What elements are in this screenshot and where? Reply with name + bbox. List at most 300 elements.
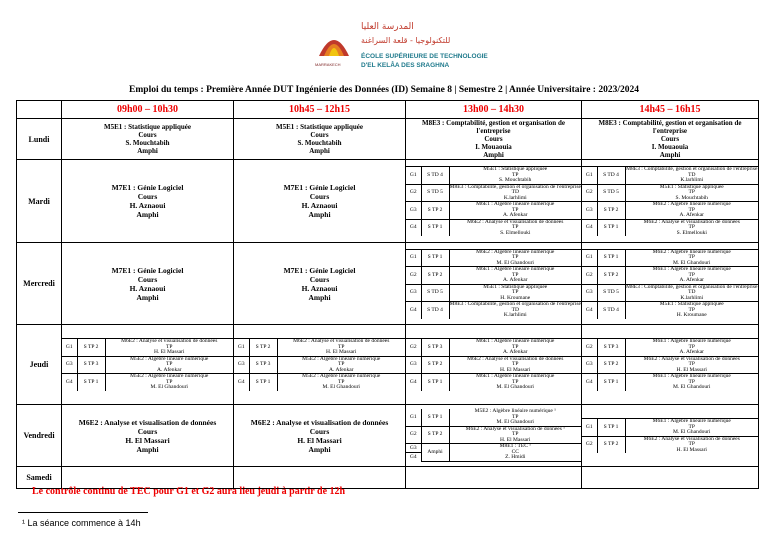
group-label: G2	[406, 267, 421, 285]
module-label: M6E2 : Analyse et visualisation de données	[643, 435, 740, 442]
room-name: Amphi	[137, 147, 158, 155]
session-cell	[62, 160, 234, 243]
group-row	[406, 356, 581, 374]
group-row	[406, 302, 581, 319]
group-row	[582, 284, 758, 302]
session-cell	[62, 243, 234, 325]
module-label: M6E2 : Analyse et visualisation de données	[467, 355, 564, 362]
session-cell	[62, 405, 234, 467]
teacher-name: A. Afenkar	[503, 349, 528, 356]
teacher-name: K.larhlimi	[503, 312, 527, 318]
module-label: M6E2 : Analyse et visualisation de données	[78, 417, 217, 427]
group-label: G1	[582, 167, 597, 185]
teacher-name: S. Elmellouki	[500, 229, 531, 236]
slot-header: 10h45 – 12h15	[234, 101, 406, 119]
teacher-name: H. El Massari	[326, 349, 357, 356]
session-type: TP	[512, 431, 519, 438]
teacher-name: A. Afenkar	[503, 212, 528, 218]
session-text	[449, 267, 581, 285]
session-type: Cours	[309, 426, 330, 436]
group-label: G3	[582, 284, 597, 302]
group-label: G2	[406, 339, 421, 357]
group-row	[582, 184, 758, 202]
group-row	[582, 419, 758, 437]
group-row	[406, 202, 581, 220]
session-type: TP	[512, 361, 519, 368]
teacher-name: M. El Ghandouri	[673, 259, 711, 266]
teacher-name: H. El Massari	[500, 366, 531, 373]
room-name: Amphi	[308, 444, 331, 454]
group-subtable	[582, 249, 758, 319]
session-type: TP	[688, 271, 695, 278]
group-label: G1	[582, 419, 597, 437]
group-label: G2	[406, 184, 421, 202]
teacher-name: K.larhlimi	[680, 177, 704, 183]
group-row	[62, 356, 233, 374]
session-text	[625, 339, 758, 357]
room-label: S TP 2	[249, 339, 277, 357]
session-type: Cours	[310, 131, 329, 139]
session-text	[449, 219, 581, 236]
teacher-name: I. Mouaouia	[475, 143, 512, 151]
teacher-name: S. Mouchtabih	[675, 194, 708, 201]
group-cell	[582, 160, 759, 243]
session-type: TP	[688, 423, 695, 430]
session-type: Cours	[309, 274, 330, 284]
group-label: G4	[234, 374, 249, 391]
session-text	[449, 184, 581, 202]
room-label: S TP 2	[77, 339, 105, 357]
session-type: TP	[166, 343, 173, 350]
group-label: G2	[582, 436, 597, 453]
group-label: G3	[62, 356, 77, 374]
session-cell	[234, 119, 406, 160]
session-text	[449, 426, 581, 444]
module-label: M6E2 : Analyse et visualisation de données	[121, 338, 218, 345]
row-lundi	[17, 119, 759, 160]
session-text	[449, 444, 581, 462]
group-row	[582, 167, 758, 185]
teacher-name: H. Aznaoui	[301, 283, 338, 293]
teacher-name: K.larhlimi	[503, 194, 527, 201]
module-label: M6E2 : Analyse et visualisation de données	[293, 338, 390, 345]
module-label: M5E1 : Statistique appliquée	[483, 283, 548, 290]
session-type: TP	[688, 254, 695, 260]
group-subtable	[582, 418, 758, 453]
module-label: M6E1 : Algèbre linéaire numérique	[652, 338, 731, 345]
session-type: TD	[688, 289, 696, 295]
group-label: G2	[582, 267, 597, 285]
session-type: Cours	[137, 426, 158, 436]
session-cell	[582, 119, 759, 160]
group-label: G4	[62, 374, 77, 391]
session-type: TP	[512, 289, 519, 295]
session-text	[625, 284, 758, 302]
teacher-name: A. Afenkar	[679, 212, 704, 218]
session-text	[277, 374, 405, 391]
session-type: TP	[338, 361, 345, 368]
group-row	[406, 219, 581, 236]
session-text	[625, 167, 758, 185]
teacher-name: S. Mouchtabih	[125, 139, 170, 147]
teacher-name: S. Mouchtabih	[297, 139, 342, 147]
session-type: Cours	[137, 274, 158, 284]
room-name: Amphi	[309, 147, 330, 155]
module-label: M8E3 : Comptabilité, gestion et organisation de l'entreprise	[626, 283, 758, 290]
group-subtable	[406, 249, 581, 319]
room-name: Amphi	[483, 151, 504, 159]
module-label: M6E2 : Analyse et visualisation de données	[250, 417, 389, 427]
room-name: Amphi	[136, 444, 159, 454]
teacher-name: H. Kroumane	[676, 312, 707, 318]
session-text	[449, 339, 581, 357]
module-label: M7E1 : Génie Logiciel	[283, 265, 356, 275]
teacher-name: H. El Massari	[125, 435, 170, 445]
session-type: TD	[688, 171, 696, 178]
teacher-name: A. Afenkar	[503, 277, 528, 283]
session-type: TP	[688, 206, 695, 213]
group-label: G3	[234, 356, 249, 374]
session-type: TP	[512, 343, 519, 350]
teacher-name: A. Afenkar	[157, 366, 182, 373]
session-type: Cours	[660, 135, 680, 143]
session-cell	[406, 119, 582, 160]
session-text	[449, 202, 581, 220]
vendredi-s3-subtable	[406, 409, 581, 462]
room-label: S TP 3	[421, 339, 449, 357]
room-name: Amphi	[308, 210, 331, 219]
room-label: S TP 1	[597, 219, 625, 236]
module-label: M6E2 : Analyse et visualisation de données	[643, 218, 740, 225]
room-label: S TP 1	[597, 374, 625, 391]
session-text	[625, 184, 758, 202]
room-label: S TP 2	[597, 202, 625, 220]
group-label: G3	[406, 444, 421, 453]
teacher-name: Z. Hmidi	[505, 454, 526, 461]
session-type: TP	[512, 224, 519, 230]
group-label: G2	[406, 426, 421, 444]
teacher-name: H. El Massari	[500, 436, 531, 443]
group-row	[406, 267, 581, 285]
session-type: TP	[338, 343, 345, 350]
room-label: S TD 5	[597, 284, 625, 302]
day-label: Samedi	[17, 467, 62, 489]
room-name: Amphi	[136, 210, 159, 219]
group-row	[234, 356, 405, 374]
logo-french-line1: ÉCOLE SUPÉRIEURE DE TECHNOLOGIE	[361, 53, 488, 60]
group-cell	[234, 325, 406, 405]
teacher-name: M. El Ghandouri	[496, 384, 534, 391]
group-subtable	[582, 166, 758, 236]
room-label: Amphi	[421, 444, 449, 462]
room-label: S TD 4	[597, 302, 625, 319]
session-text	[625, 436, 758, 453]
group-row	[582, 219, 758, 236]
session-cell	[234, 405, 406, 467]
session-type: Cours	[137, 192, 158, 201]
group-label: G4	[406, 302, 421, 319]
day-label: Mercredi	[17, 243, 62, 325]
school-logo	[315, 20, 488, 80]
room-label: S TD 4	[421, 302, 449, 319]
teacher-name: I. Mouaouia	[651, 143, 689, 151]
room-label: S TP 3	[249, 356, 277, 374]
session-text	[449, 409, 581, 426]
teacher-name: A. Afenkar	[679, 349, 704, 356]
logo-caption: MARRAKECH	[315, 62, 341, 67]
day-label: Mardi	[17, 160, 62, 243]
room-label: S TD 5	[421, 184, 449, 202]
session-text	[625, 219, 758, 236]
session-cell	[234, 160, 406, 243]
group-subtable	[406, 166, 581, 236]
room-label: S TP 1	[421, 249, 449, 267]
module-label: M6E1 : Algèbre linéaire numérique	[652, 373, 731, 380]
group-cell	[406, 243, 582, 325]
group-cell	[582, 405, 759, 467]
session-type: TD	[511, 306, 519, 313]
session-type: TP	[688, 224, 695, 230]
session-type: TP	[512, 206, 519, 213]
day-label: Lundi	[17, 119, 62, 160]
module-label: M8E3 : Comptabilité, gestion et organisation de l'entreprise	[422, 119, 565, 135]
module-label: M7E1 : Génie Logiciel	[111, 183, 184, 192]
teacher-name: S. Elmellouki	[676, 229, 707, 236]
module-label: M6E2 : Analyse et visualisation de données	[643, 355, 740, 362]
group-label: G4	[406, 453, 421, 461]
module-label: M5E2 : Algèbre linéaire numérique	[130, 355, 209, 362]
module-label: M5E2 : Algèbre linéaire numérique	[130, 373, 209, 380]
module-label: M6E1 : Algèbre linéaire numérique	[476, 373, 555, 380]
room-label: S TD 4	[421, 167, 449, 185]
room-label: S TP 1	[77, 374, 105, 391]
school-emblem-icon	[315, 22, 353, 60]
group-row	[582, 267, 758, 285]
room-label: S TP 1	[421, 219, 449, 236]
group-label: G3	[406, 202, 421, 220]
room-label: S TP 1	[421, 409, 449, 426]
teacher-name: A. Afenkar	[679, 277, 704, 283]
teacher-name: M. El Ghandouri	[673, 429, 711, 435]
room-name: Amphi	[308, 292, 331, 302]
session-type: Cours	[484, 135, 503, 143]
module-label: M5E1 : Statistique appliquée	[483, 166, 548, 172]
session-type: TP	[688, 441, 695, 447]
room-name: Amphi	[136, 292, 159, 302]
module-label: M8E3 : Comptabilité, gestion et organisation de l'entreprise	[449, 301, 581, 307]
room-label: S TP 3	[77, 356, 105, 374]
group-row	[406, 184, 581, 202]
teacher-name: H. El Massari	[154, 349, 185, 356]
group-subtable	[234, 338, 405, 391]
group-row	[406, 284, 581, 302]
session-text	[625, 267, 758, 285]
room-label: S TP 1	[597, 249, 625, 267]
session-text	[105, 374, 233, 391]
module-label: M7E1 : Génie Logiciel	[111, 265, 184, 275]
module-label: M5E1 : Statistique appliquée	[104, 123, 191, 131]
module-label: M8E3 : Comptabilité, gestion et organisation de l'entreprise	[598, 119, 742, 135]
room-label: S TP 2	[597, 436, 625, 453]
group-row	[582, 202, 758, 220]
room-label: S TP 2	[597, 356, 625, 374]
row-mercredi	[17, 243, 759, 325]
room-label: S TP 2	[421, 267, 449, 285]
session-text	[625, 374, 758, 391]
module-label: M6E2 : Analyse et visualisation de données ¹	[465, 425, 565, 432]
session-text	[105, 356, 233, 374]
corner-cell	[17, 101, 62, 119]
session-type: TP	[688, 343, 695, 350]
module-label: M8E3 : Comptabilité, gestion et organisation de l'entreprise	[449, 183, 581, 190]
group-subtable	[62, 338, 233, 391]
session-text	[625, 302, 758, 319]
group-cell	[406, 160, 582, 243]
group-label: G3	[582, 356, 597, 374]
teacher-name: H. Aznaoui	[129, 283, 166, 293]
group-cell	[62, 325, 234, 405]
module-label: M5E1 : Statistique appliquée	[276, 123, 363, 131]
room-label: S TP 2	[597, 267, 625, 285]
teacher-name: M. El Ghandouri	[496, 259, 534, 266]
group-label: G3	[582, 202, 597, 220]
room-label: S TP 1	[597, 419, 625, 437]
module-label: M5E2 : Algèbre linéaire numérique	[302, 355, 381, 362]
session-text	[625, 249, 758, 267]
session-type: TP	[512, 171, 519, 178]
slot-header: 09h00 – 10h30	[62, 101, 234, 119]
session-type: TP	[166, 361, 173, 368]
teacher-name: M. El Ghandouri	[496, 419, 534, 426]
module-label: M6E2 : Algèbre linéaire numérique	[652, 201, 731, 207]
module-label: M6E2 : Analyse et visualisation de données	[467, 218, 564, 225]
group-row	[406, 339, 581, 357]
session-text	[625, 356, 758, 374]
session-text	[449, 167, 581, 185]
group-label: G4	[582, 302, 597, 319]
session-type: Cours	[138, 131, 157, 139]
teacher-name: H. Kroumane	[500, 294, 531, 301]
page-title: Emploi du temps : Première Année DUT Ingénierie des Données (ID) Semaine 8 | Semestre 2 | Année Universitaire : 2023/2024	[129, 85, 639, 95]
room-label: S TP 1	[249, 374, 277, 391]
session-type: Cours	[309, 192, 330, 201]
session-type: TP	[512, 378, 519, 385]
session-text	[625, 419, 758, 437]
empty-cell	[406, 467, 582, 489]
session-text	[449, 374, 581, 391]
room-label: S TP 2	[421, 426, 449, 444]
group-row	[582, 436, 758, 453]
teacher-name: H. Aznaoui	[129, 201, 166, 210]
group-label: G2	[582, 184, 597, 202]
module-label: M5E2 : Algèbre linéaire numérique ¹	[474, 408, 556, 415]
group-label: G3	[406, 284, 421, 302]
group-cell	[406, 325, 582, 405]
group-row	[234, 339, 405, 357]
room-label: S TD 5	[597, 184, 625, 202]
tec-notice: Le contrôle continu de TEC pour G1 et G2 aura lieu jeudi à partir de 12h	[32, 486, 346, 497]
module-label: M6E1 : Algèbre linéaire numérique	[476, 338, 555, 345]
module-label: M6E1 : Algèbre linéaire numérique	[476, 201, 555, 207]
module-label: M5E1 : Statistique appliquée	[659, 301, 724, 307]
teacher-name: S. Mouchtabih	[499, 177, 532, 183]
module-label: M8E1 : TEC ¹	[499, 443, 531, 450]
session-text	[449, 302, 581, 319]
session-type: TP	[688, 378, 695, 385]
session-text	[105, 339, 233, 357]
day-label: Jeudi	[17, 325, 62, 405]
group-subtable	[582, 338, 758, 391]
group-cell	[582, 325, 759, 405]
session-type: TP	[688, 189, 695, 195]
group-label: G1	[62, 339, 77, 357]
teacher-name: H. El Massari	[297, 435, 342, 445]
room-label: S TP 2	[421, 202, 449, 220]
teacher-name: H. El Massari	[676, 366, 707, 373]
row-mardi	[17, 160, 759, 243]
session-text	[277, 356, 405, 374]
session-type: TP	[512, 413, 519, 420]
room-label: S TD 4	[597, 167, 625, 185]
group-row	[406, 374, 581, 391]
group-label: G4	[406, 219, 421, 236]
group-label: G1	[234, 339, 249, 357]
empty-cell	[582, 467, 759, 489]
module-label: M6E2 : Algèbre linéaire numérique	[652, 248, 731, 255]
group-label: G4	[406, 374, 421, 391]
session-cell	[234, 243, 406, 325]
session-type: TP	[688, 306, 695, 313]
session-text	[449, 249, 581, 267]
group-cell	[582, 243, 759, 325]
teacher-name: H. Aznaoui	[301, 201, 338, 210]
group-row	[406, 249, 581, 267]
slot-header: 13h00 – 14h30	[406, 101, 582, 119]
room-label: S TP 1	[421, 374, 449, 391]
session-text	[625, 202, 758, 220]
session-type: TP	[688, 361, 695, 368]
session-text	[449, 284, 581, 302]
group-row	[582, 356, 758, 374]
session-type: TP	[512, 271, 519, 278]
day-label: Vendredi	[17, 405, 62, 467]
row-vendredi	[17, 405, 759, 467]
group-subtable	[406, 338, 581, 391]
module-label: M7E1 : Génie Logiciel	[283, 183, 356, 192]
group-label: G4	[582, 219, 597, 236]
timetable	[16, 100, 759, 489]
group-row	[234, 374, 405, 391]
group-label: G4	[582, 374, 597, 391]
group-label: G3	[406, 356, 421, 374]
group-label: G1	[406, 409, 421, 426]
group-label: G2	[582, 339, 597, 357]
group-row	[582, 302, 758, 319]
session-text	[449, 356, 581, 374]
group-label: G1	[582, 249, 597, 267]
slot-header: 14h45 – 16h15	[582, 101, 759, 119]
group-row	[582, 339, 758, 357]
session-type: CC	[511, 448, 519, 455]
module-label: M6E1 : Algèbre linéaire numérique	[652, 266, 731, 272]
room-label: S TD 5	[421, 284, 449, 302]
module-label: M6E2 : Algèbre linéaire numérique	[476, 248, 555, 255]
footnote-divider	[18, 512, 148, 513]
session-type: TP	[166, 378, 173, 385]
teacher-name: K.larhlimi	[680, 294, 704, 301]
group-row	[62, 374, 233, 391]
group-label: G1	[406, 167, 421, 185]
